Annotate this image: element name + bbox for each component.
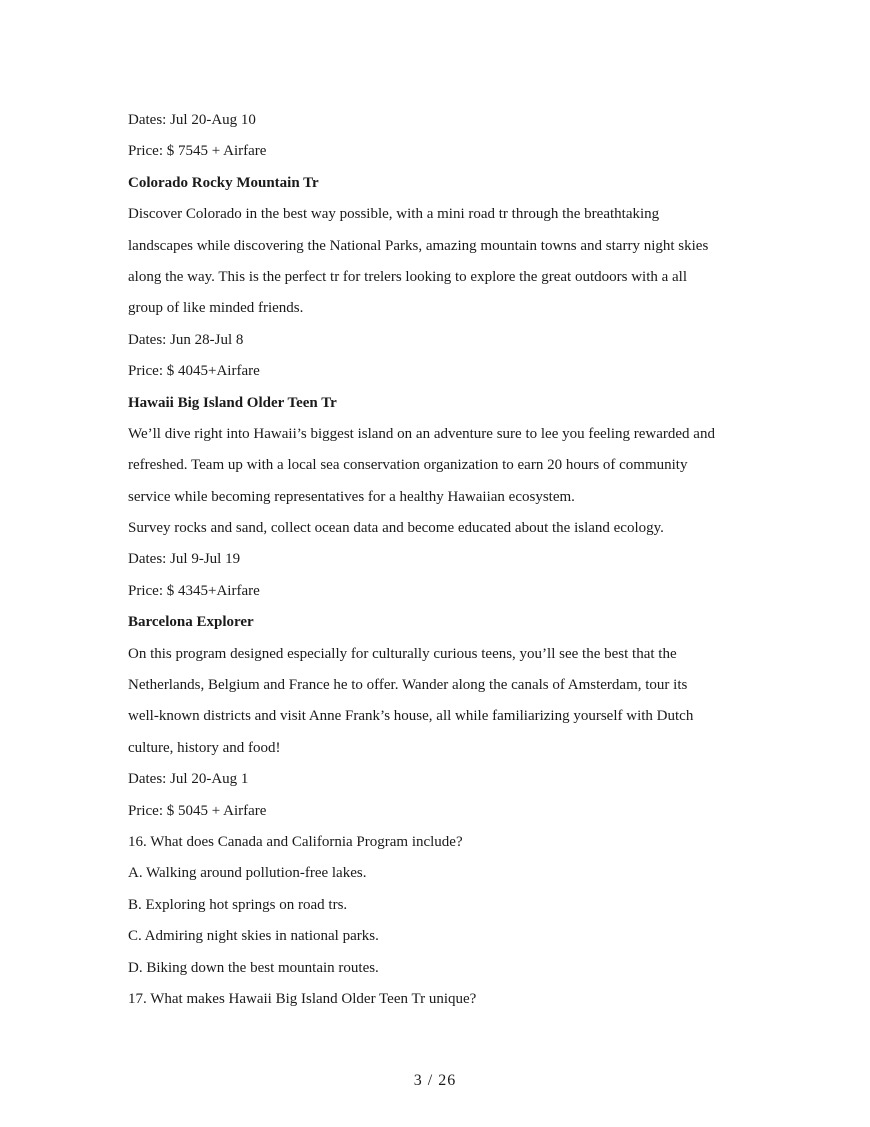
paragraph-line: Discover Colorado in the best way possible, with a mini road tr through the breathtaking	[128, 206, 660, 223]
page-number: 3 / 26	[413, 1072, 457, 1089]
paragraph-line: We’ll dive right into Hawaii’s biggest island on an adventure sure to lee you feeling rewarded and	[128, 425, 715, 442]
paragraph-line: Netherlands, Belgium and France he to offer. Wander along the canals of Amsterdam, tour its	[128, 677, 688, 694]
price-line: Price: $ 5045 + Airfare	[128, 802, 267, 819]
paragraph-line: along the way. This is the perfect tr for trelers looking to explore the great outdoors with a all	[128, 268, 688, 285]
paragraph-line: refreshed. Team up with a local sea conservation organization to earn 20 hours of community	[128, 457, 688, 474]
paragraph-line: landscapes while discovering the National Parks, amazing mountain towns and starry night skies	[128, 237, 709, 254]
question-16: 16. What does Canada and California Program include?	[128, 833, 463, 850]
dates-line: Dates: Jul 20-Aug 1	[128, 771, 249, 788]
paragraph-line: On this program designed especially for culturally curious teens, you’ll see the best that the	[128, 645, 677, 662]
paragraph-line: Survey rocks and sand, collect ocean data and become educated about the island ecology.	[128, 520, 664, 537]
paragraph-line: service while becoming representatives for a healthy Hawaiian ecosystem.	[128, 488, 575, 505]
answer-option-d: D. Biking down the best mountain routes.	[128, 959, 379, 976]
answer-option-a: A. Walking around pollution-free lakes.	[128, 865, 367, 882]
paragraph-line: culture, history and food!	[128, 739, 281, 756]
dates-line: Dates: Jul 9-Jul 19	[128, 551, 241, 568]
dates-line: Dates: Jun 28-Jul 8	[128, 331, 244, 348]
price-line: Price: $ 4045+Airfare	[128, 363, 260, 380]
answer-option-b: B. Exploring hot springs on road trs.	[128, 896, 348, 913]
price-line: Price: $ 4345+Airfare	[128, 582, 260, 599]
program-heading: Hawaii Big Island Older Teen Tr	[128, 394, 337, 411]
paragraph-line: well-known districts and visit Anne Frank’s house, all while familiarizing yourself with Dutch	[128, 708, 694, 725]
document-body	[128, 105, 768, 1015]
answer-option-c: C. Admiring night skies in national parks.	[128, 928, 379, 945]
program-heading: Barcelona Explorer	[128, 614, 254, 631]
paragraph-line: group of like minded friends.	[128, 300, 304, 317]
price-line: Price: $ 7545 + Airfare	[128, 143, 267, 160]
dates-line: Dates: Jul 20-Aug 10	[128, 112, 256, 128]
question-17: 17. What makes Hawaii Big Island Older Teen Tr unique?	[128, 990, 477, 1007]
program-heading: Colorado Rocky Mountain Tr	[128, 174, 319, 191]
